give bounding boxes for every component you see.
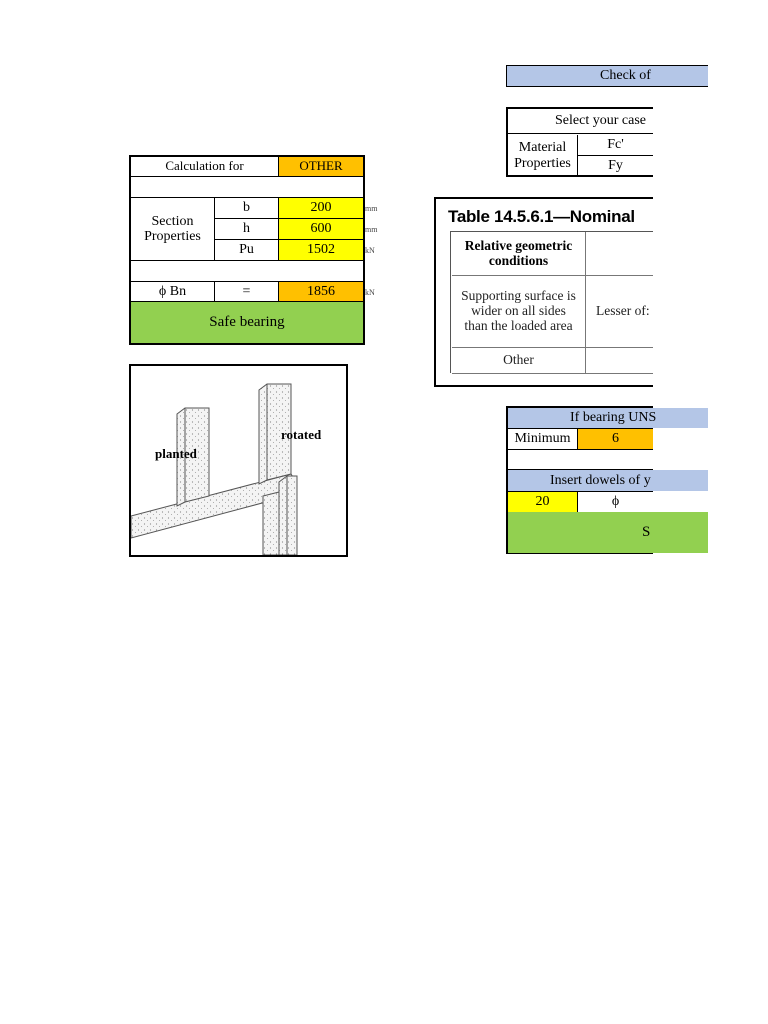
unit-h: mm bbox=[365, 225, 378, 234]
select-case-label: Select your case bbox=[508, 109, 653, 134]
calc-for-value[interactable]: OTHER bbox=[279, 157, 363, 177]
dowel-diameter-value[interactable]: 20 bbox=[508, 491, 578, 512]
fc-label: Fc' bbox=[578, 135, 653, 156]
aci-col2-header bbox=[586, 232, 653, 276]
dowel-phi-symbol: ϕ bbox=[578, 491, 653, 512]
aci-table-title: Table 14.5.6.1—Nominal bbox=[448, 207, 635, 226]
bn-equals: = bbox=[215, 282, 279, 302]
aci-col-header: Relative geometric conditions bbox=[452, 232, 586, 276]
minimum-label: Minimum bbox=[508, 428, 578, 449]
unit-b: mm bbox=[365, 204, 378, 213]
section-row-h-name: h bbox=[215, 219, 279, 240]
section-row-b-name: b bbox=[215, 198, 279, 219]
calc-blank-row-1 bbox=[131, 177, 363, 198]
bn-value: 1856 bbox=[279, 282, 363, 302]
aci-row1-col2: Lesser of: bbox=[586, 276, 653, 348]
calc-blank-row-2 bbox=[131, 261, 363, 282]
section-row-b-value[interactable]: 200 bbox=[279, 198, 363, 219]
dowels-header: Insert dowels of y bbox=[508, 470, 708, 491]
check-header-text: Check of bbox=[600, 68, 651, 84]
aci-row1-col1: Supporting surface is wider on all sides than the loaded area bbox=[452, 276, 586, 348]
dowel-status: S bbox=[508, 512, 708, 553]
unsafe-blank-row bbox=[508, 449, 653, 470]
section-row-pu-name: Pu bbox=[215, 240, 279, 261]
section-row-pu-value[interactable]: 1502 bbox=[279, 240, 363, 261]
minimum-value: 6 bbox=[578, 428, 653, 449]
unit-pu: kN bbox=[365, 246, 375, 255]
wall-figure bbox=[129, 364, 348, 557]
label-planted: planted bbox=[155, 446, 197, 461]
safe-bearing-status: Safe bearing bbox=[131, 302, 363, 343]
label-rotated: rotated bbox=[281, 427, 322, 442]
calc-for-label: Calculation for bbox=[131, 157, 279, 177]
unit-bn: kN bbox=[365, 288, 375, 297]
aci-row2-col1: Other bbox=[452, 348, 586, 374]
fy-label: Fy bbox=[608, 158, 623, 174]
check-header bbox=[506, 65, 708, 87]
unsafe-header: If bearing UNS bbox=[508, 408, 708, 428]
bn-label: ϕ Bn bbox=[131, 282, 215, 302]
aci-table-figure bbox=[434, 197, 653, 387]
material-properties-label: Material Properties bbox=[508, 135, 578, 176]
section-row-h-value[interactable]: 600 bbox=[279, 219, 363, 240]
section-properties-label: Section Properties bbox=[131, 198, 215, 261]
aci-row2-col2 bbox=[586, 348, 653, 374]
